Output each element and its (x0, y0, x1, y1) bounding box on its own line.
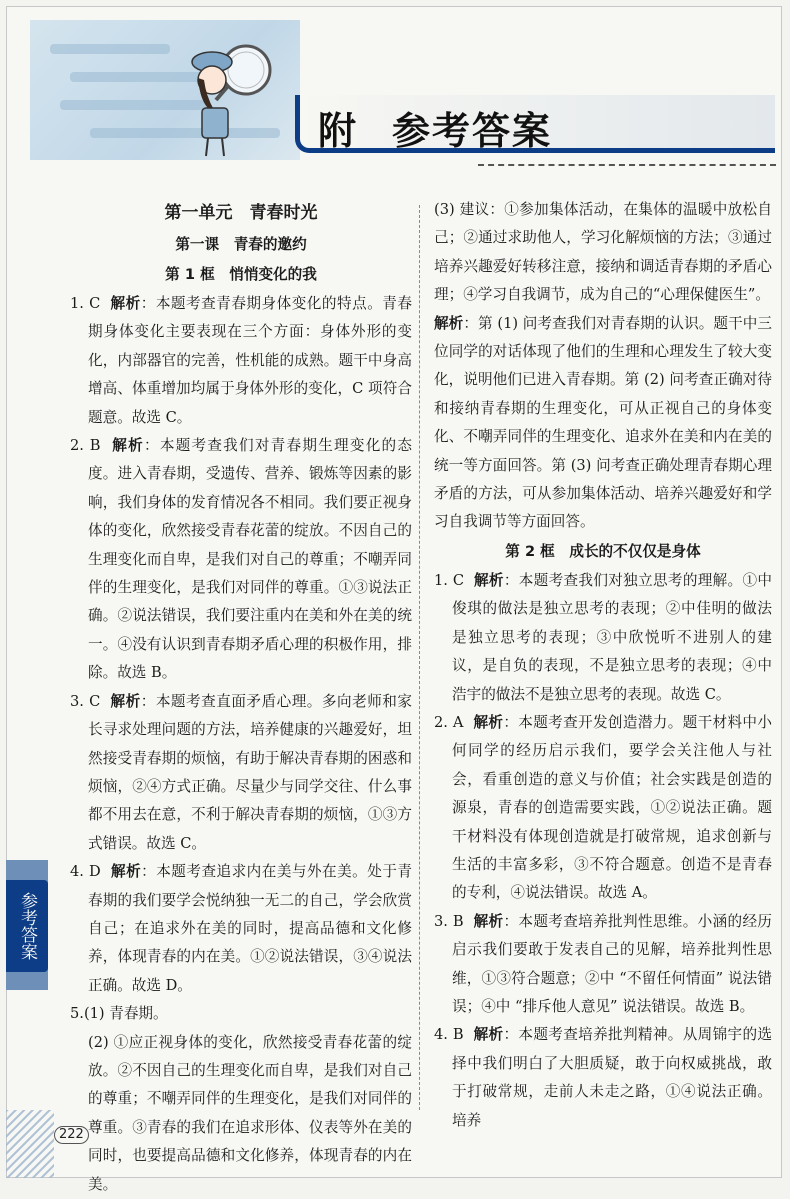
title-main: 参考答案 (392, 109, 553, 153)
unit-heading: 第一单元 青春时光 (164, 203, 318, 223)
answer-text: (3) 建议：①参加集体活动，在集体的温暖中放松自己；②通过求助他人，学习化解烦恼的方法；③通过培养兴趣爱好转移注意，接纳和调适青春期的矛盾心理；④学习自我调节，成为自己的“心理保健医生”。 (434, 201, 772, 304)
answer-number: 2. A (434, 713, 464, 731)
answer-text: ：本题考查追求内在美与外在美。处于青春期的我们要学会悦纳独一无二的自己，学会欣赏自己；在追求外在美的同时，提高品德和文化修养，体现青春的内在美。①②说法错误，③④说法正确。故选 D。 (88, 863, 412, 994)
analysis-label: 解析 (110, 692, 141, 710)
frame-heading: 第 1 框 悄悄变化的我 (165, 266, 317, 283)
left-column (70, 196, 412, 1199)
answer-text: ：本题考查开发创造潜力。题干材料中小何同学的经历启示我们，要学会关注他人与社会，看重创造的意义与价值；社会实践是创造的源泉，青春的创造需要实践，①②说法正确。题干材料没有体现创造就是打破常规，追求创新与生活的丰富多彩，③不符合题意。创造不是青春的专利，④说法错误。故选 A。 (452, 713, 772, 902)
answer-number: 4. D (70, 863, 101, 881)
answer-text: (2) ①应正视身体的变化，欣然接受青春花蕾的绽放。②不因自己的生理变化而自卑，是我们对自己的尊重；不嘲弄同伴的生理变化，是我们对同伴的尊重。③青春的我们在追求形体、仪表等外在美的同时，也要提高品德和文化修养，体现青春的内在美。 (88, 1033, 412, 1193)
answer-text: ：本题考查直面矛盾心理。多向老师和家长寻求处理问题的方法，培养健康的兴趣爱好，坦然接受青春期的烦恼，有助于解决青春期的困惑和烦恼，②④方式正确。尽量少与同学交往、什么事都不用去在意，不利于解决青春期的烦恼，①③方式错误。故选 C。 (88, 692, 412, 852)
answer-text: ：本题考查培养批判精神。从周锦宇的选择中我们明白了大胆质疑，敢于向权威挑战，敢于打破常规，走前人未走之路，①④说法正确。培养 (452, 1026, 772, 1129)
answer-number: 1. C (434, 571, 465, 589)
analysis-label: 解析 (473, 571, 504, 589)
frame-heading: 第 2 框 成长的不仅仅是身体 (505, 542, 701, 560)
title-prefix: 附 (318, 109, 359, 153)
analysis-label: 解析 (473, 1026, 504, 1044)
analysis-label: 解析 (112, 437, 144, 455)
answer-item (70, 432, 412, 688)
page-title (318, 100, 552, 155)
header-divider (478, 164, 776, 166)
answer-number: 3. B (434, 912, 464, 930)
answer-text: ：本题考查我们对独立思考的理解。①中俊琪的做法是独立思考的表现；②中佳明的做法是独立思考的表现；③中欣悦听不进别人的建议，是自负的表现，不是独立思考的表现；④中浩宇的做法不是独立思考的表现。故选 C。 (452, 571, 772, 703)
column-divider (419, 205, 420, 1110)
right-column (434, 196, 772, 1135)
analysis-label: 解析 (111, 863, 142, 881)
answer-item (434, 567, 772, 709)
answer-text: ：本题考查我们对青春期生理变化的态度。进入青春期，受遗传、营养、锻炼等因素的影响，我们身体的发育情况各不相同。我们要正视身体的变化，欣然接受青春花蕾的绽放。不因自己的生理变化而自卑，是我们对自己的尊重；不嘲弄同伴的生理变化，是我们对同伴的尊重。①③说法正确。②说法错误，我们要注重内在美和外在美的统一。④没有认识到青春期矛盾心理的积极作用，排除。故选 B。 (88, 437, 412, 682)
answer-number: 1. C (70, 295, 101, 312)
lesson-heading: 第一课 青春的邀约 (175, 236, 307, 253)
analysis-label: 解析 (434, 314, 464, 332)
analysis-label: 解析 (473, 713, 504, 731)
page-number: 222 (54, 1126, 89, 1144)
answer-text: ：本题考查培养批判性思维。小涵的经历启示我们要敢于发表自己的见解，培养批判性思维，①③符合题意；②中 “不留任何情面” 说法错误；④中 “排斥他人意见” 说法错误。故选 B。 (452, 912, 772, 1015)
answer-text: (1) 青春期。 (83, 1005, 168, 1023)
answer-text: ：本题考查青春期身体变化的特点。青春期身体变化主要表现在三个方面：身体外形的变化，内部器官的完善，性机能的成熟。题干中身高增高、体重增加均属于身体外形的变化，C 项符合题意。故选 C。 (88, 295, 412, 426)
magnifier-girl-icon (180, 40, 280, 160)
analysis-paragraph (434, 310, 772, 537)
answer-item (434, 709, 772, 908)
answer-number: 3. C (70, 692, 101, 710)
answer-item (70, 1000, 412, 1028)
analysis-label: 解析 (110, 295, 141, 312)
footer-decoration (6, 1110, 54, 1178)
answer-item (434, 1021, 772, 1135)
answer-item (70, 290, 412, 432)
answer-number: 5. (70, 1005, 84, 1023)
side-tab-answers: 参考答案 (6, 880, 48, 972)
analysis-label: 解析 (473, 912, 504, 930)
answer-item (434, 908, 772, 1022)
analysis-text: ：第 (1) 问考查我们对青春期的认识。题干中三位同学的对话体现了他们的生理和心理发生了较大变化，说明他们已进入青春期。第 (2) 问考查正确对待和接纳青春期的生理变化，可从正视自己的身体变化、不嘲弄同伴的生理变化、追求外在美和内在美的统一等方面回答。第 (3) 问考查正确处理青春期心理矛盾的方法，可从参加集体活动、培养兴趣爱好和学习自我调节等方面回答。 (434, 314, 772, 531)
answer-item (70, 858, 412, 1000)
answer-item (70, 688, 412, 858)
answer-number: 2. B (70, 437, 101, 455)
answer-number: 4. B (434, 1026, 464, 1044)
